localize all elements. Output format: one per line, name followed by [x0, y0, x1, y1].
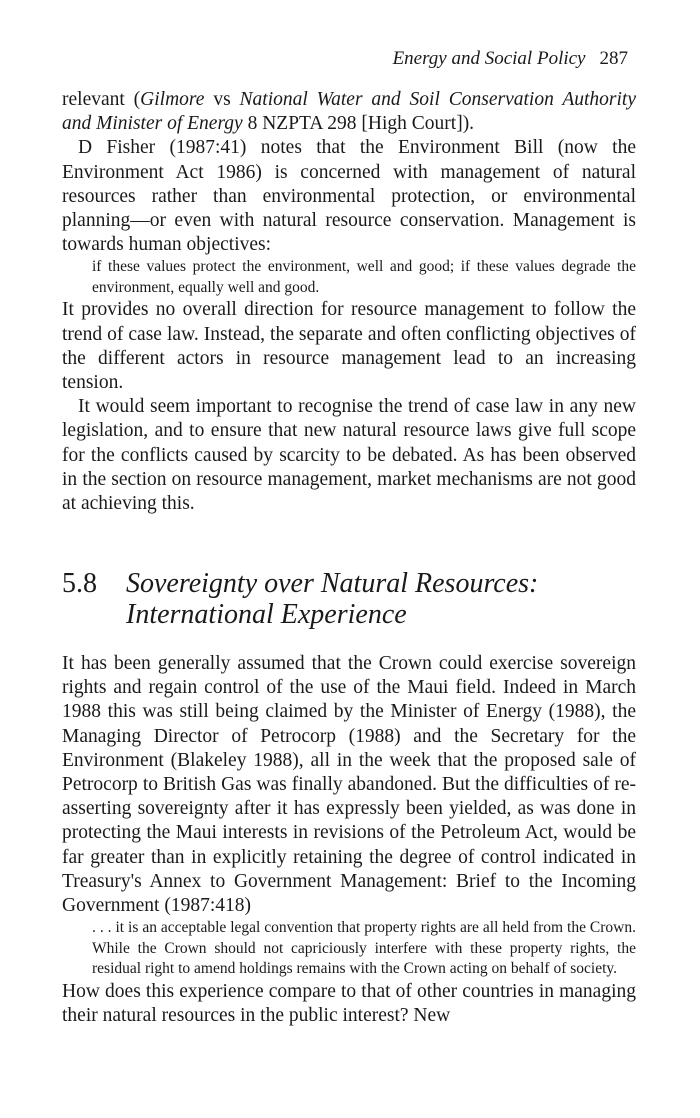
running-head-title: Energy and Social Policy — [392, 48, 586, 69]
running-head — [393, 48, 628, 70]
section-heading — [62, 568, 636, 630]
citation-case-name: Gilmore — [140, 89, 205, 110]
paragraph-case-citation — [62, 88, 636, 136]
block-quote-treasury: . . . it is an acceptable legal convention that property rights are all held from the Crown. While the Crown should not capriciously interfere with these property rights, the residual right to amend holdings remains with the Crown acting on behalf of society. — [92, 919, 636, 978]
citation-prefix: relevant ( — [62, 89, 141, 110]
citation-party: National Water and Soil Conservation Authority and Minister of Energy — [62, 89, 636, 135]
section-title-line1: Sovereignty over Natural Resources: — [126, 568, 539, 599]
citation-reference: 8 NZPTA 298 [High Court]). — [242, 113, 475, 135]
page-number: 287 — [599, 48, 628, 69]
paragraph-case-law: It would seem important to recognise the trend of case law in any new legislation, and to ensure that new natural resource laws give full scope for the conflicts caused by scarcity to be debated. As has been observed in the section on resource management, market mechanisms are not good at achieving this. — [62, 396, 636, 515]
paragraph-comparison: How does this experience compare to that of other countries in managing their natural resources in the public interest? New — [62, 980, 636, 1026]
paragraph-fisher: D Fisher (1987:41) notes that the Environment Bill (now the Environment Act 1986) is concerned with management of natural resources rather than environmental protection, or environmental planning—or even with natural resource conservation. Management is towards human objectives: — [62, 137, 636, 256]
text-block-upper — [62, 88, 636, 516]
paragraph-direction: It provides no overall direction for resource management to follow the trend of case law. Instead, the separate and often conflicting objectives of the different actors in resource management lead to an increasing tension. — [62, 299, 636, 394]
text-block-lower — [62, 652, 636, 1028]
section-title-line2: International Experience — [126, 599, 407, 630]
block-quote-values: if these values protect the environment, well and good; if these values degrade the environment, equally well and good. — [92, 258, 636, 296]
citation-vs: vs — [204, 89, 240, 110]
section-number: 5.8 — [62, 568, 97, 599]
paragraph-sovereignty: It has been generally assumed that the Crown could exercise sovereign rights and regain control of the use of the Maui field. Indeed in March 1988 this was still being claimed by the Minister of Energy (1988), the Managing Director of Petrocorp (1988) and the Secretary for the Environment (Blakeley 1988), all in the week that the proposed sale of Petrocorp to British Gas was finally abandoned. But the difficulties of re-asserting sovereignty after it has expressly been yielded, as was done in protecting the Maui interests in revisions of the Petroleum Act, would be far greater than in explicitly retaining the degree of control indicated in Treasury's Annex to Government Management: Brief to the Incoming Government (1987:418) — [62, 653, 636, 917]
